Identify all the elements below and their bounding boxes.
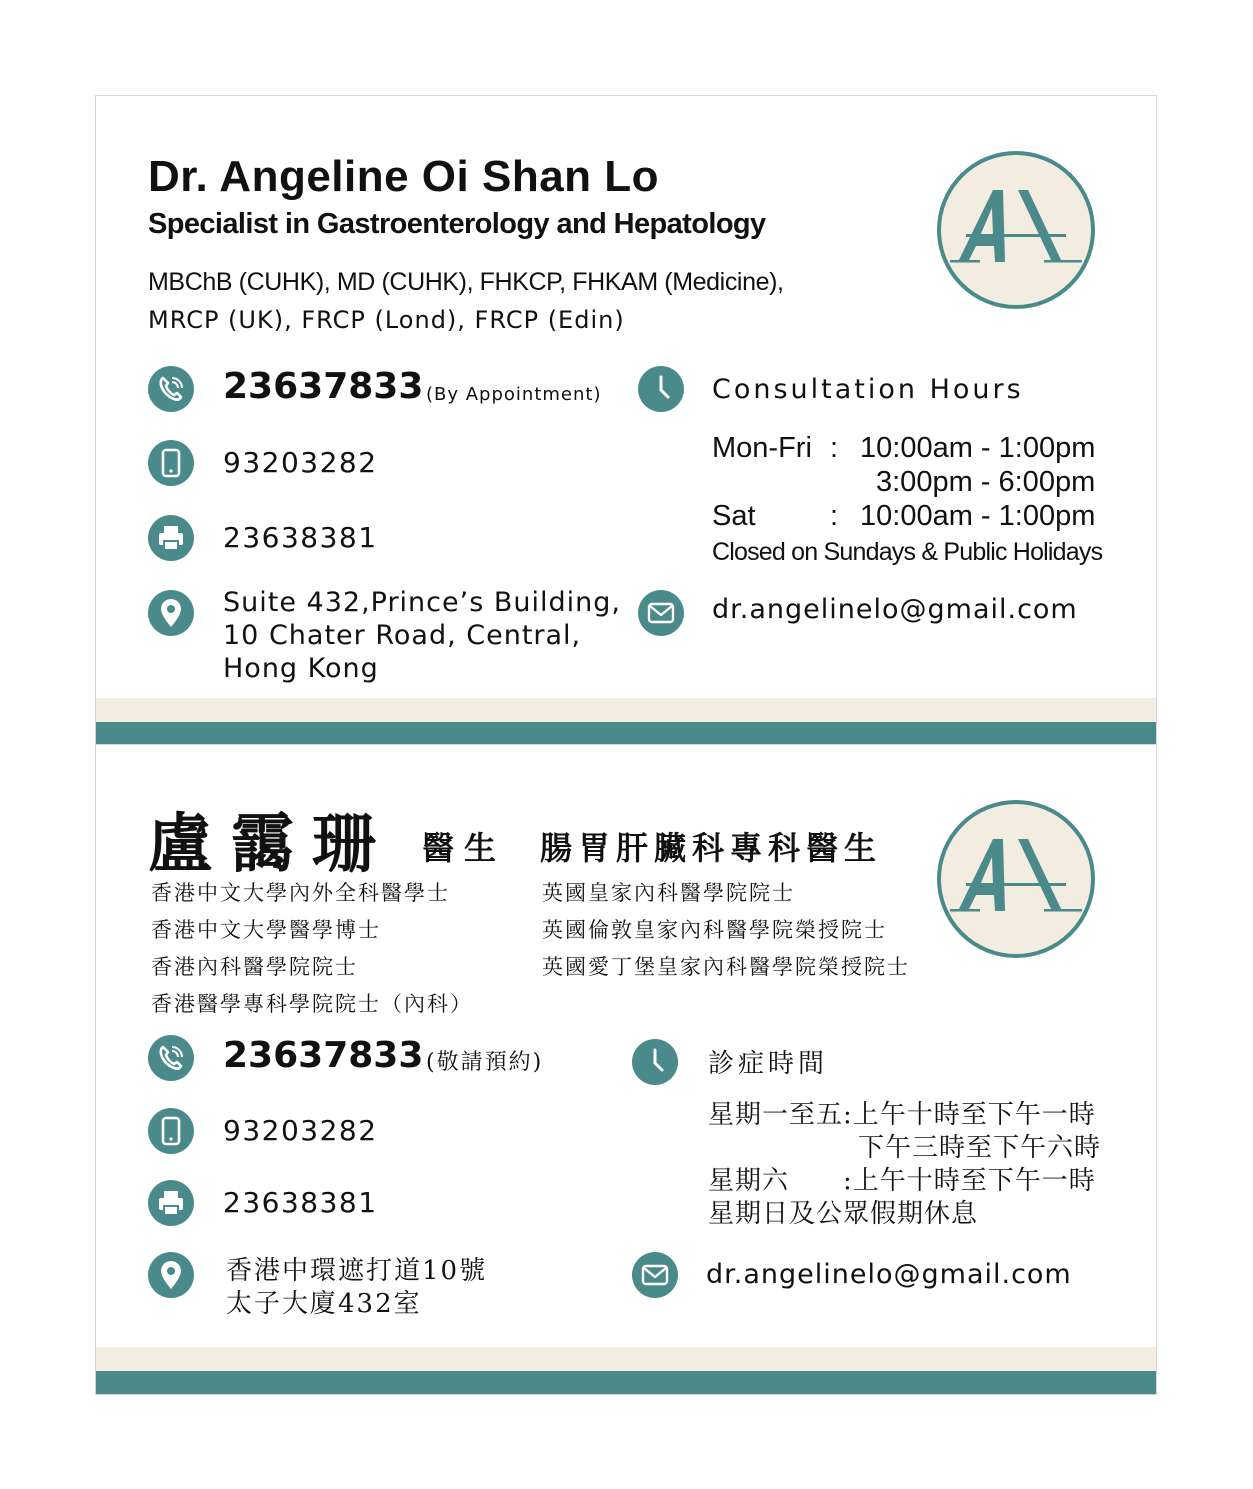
hours-weekday-label: Mon-Fri <box>712 432 812 464</box>
phone-icon <box>148 1035 194 1081</box>
hours-closed-note: Closed on Sundays & Public Holidays <box>712 538 1103 566</box>
mobile-number: 93203282 <box>223 446 378 479</box>
email-icon <box>638 590 684 636</box>
phone-icon <box>148 366 194 412</box>
hours-sat-am: 10:00am - 1:00pm <box>860 500 1096 532</box>
logo-monogram <box>936 799 1096 959</box>
clinic-phone-note: (By Appointment) <box>426 384 602 405</box>
hours-separator: : <box>830 500 839 532</box>
hours-line1: 星期一至五:上午十時至下午一時 <box>708 1100 1096 1130</box>
teal-band <box>96 1371 1156 1395</box>
clinic-phone-note: (敬請預約) <box>426 1050 544 1075</box>
qualification-zh-left: 香港中文大學醫學博士 <box>151 918 381 942</box>
mobile-phone-icon <box>148 440 194 486</box>
cream-band <box>96 698 1156 722</box>
fax-number: 23638381 <box>223 1186 378 1219</box>
chinese-business-card <box>95 745 1157 1395</box>
clinic-phone: 23637833 <box>223 366 424 407</box>
hours-weekday-am: 10:00am - 1:00pm <box>860 432 1096 464</box>
hours-sat-label: Sat <box>712 500 756 532</box>
fax-printer-icon <box>148 515 194 561</box>
qualifications-line1: MBChB (CUHK), MD (CUHK), FHKCP, FHKAM (Medicine), <box>148 268 784 296</box>
hours-line4: 星期日及公眾假期休息 <box>708 1199 979 1229</box>
logo-monogram <box>936 150 1096 310</box>
doctor-name-chinese: 盧靄珊 <box>148 807 394 882</box>
email-address[interactable]: dr.angelinelo@gmail.com <box>712 594 1078 625</box>
teal-band <box>96 722 1156 745</box>
cream-band <box>96 1347 1156 1371</box>
english-business-card <box>95 95 1157 745</box>
mobile-number: 93203282 <box>223 1114 378 1147</box>
qualification-zh-right: 英國愛丁堡皇家內科醫學院榮授院士 <box>542 955 910 979</box>
hours-weekday-pm: 3:00pm - 6:00pm <box>876 466 1096 498</box>
mobile-phone-icon <box>148 1108 194 1154</box>
hours-line3: 星期六 :上午十時至下午一時 <box>708 1166 1096 1196</box>
hours-line2: 下午三時至下午六時 <box>858 1133 1102 1163</box>
clock-icon <box>632 1039 678 1085</box>
clinic-phone: 23637833 <box>223 1035 424 1076</box>
email-icon <box>632 1252 678 1298</box>
qualification-zh-right: 英國倫敦皇家內科醫學院榮授院士 <box>542 918 887 942</box>
hours-title-chinese: 診症時間 <box>708 1049 829 1079</box>
fax-printer-icon <box>148 1180 194 1226</box>
qualification-zh-left: 香港中文大學內外全科醫學士 <box>151 881 450 905</box>
specialty-chinese: 腸胃肝臟科專科醫生 <box>540 829 883 867</box>
address-line2: 太子大廈432室 <box>226 1289 422 1319</box>
qualification-zh-left: 香港內科醫學院院士 <box>151 955 358 979</box>
address-line1: 香港中環遮打道10號 <box>226 1256 488 1286</box>
clock-icon <box>638 366 684 412</box>
qualification-zh-left: 香港醫學專科學院院士（內科） <box>151 992 473 1016</box>
doctor-title-chinese: 醫生 <box>422 829 507 867</box>
address: Suite 432,Prince’s Building, 10 Chater Road, Central, Hong Kong <box>223 587 621 684</box>
location-pin-icon <box>148 590 194 636</box>
qualification-zh-right: 英國皇家內科醫學院院士 <box>542 881 795 905</box>
hours-separator: : <box>830 432 839 464</box>
fax-number: 23638381 <box>223 521 378 554</box>
doctor-name: Dr. Angeline Oi Shan Lo <box>148 152 660 201</box>
hours-title: Consultation Hours <box>712 374 1024 405</box>
email-address[interactable]: dr.angelinelo@gmail.com <box>706 1259 1072 1290</box>
location-pin-icon <box>148 1252 194 1298</box>
specialty: Specialist in Gastroenterology and Hepatology <box>148 208 766 240</box>
qualifications-line2: MRCP (UK), FRCP (Lond), FRCP (Edin) <box>148 306 625 334</box>
